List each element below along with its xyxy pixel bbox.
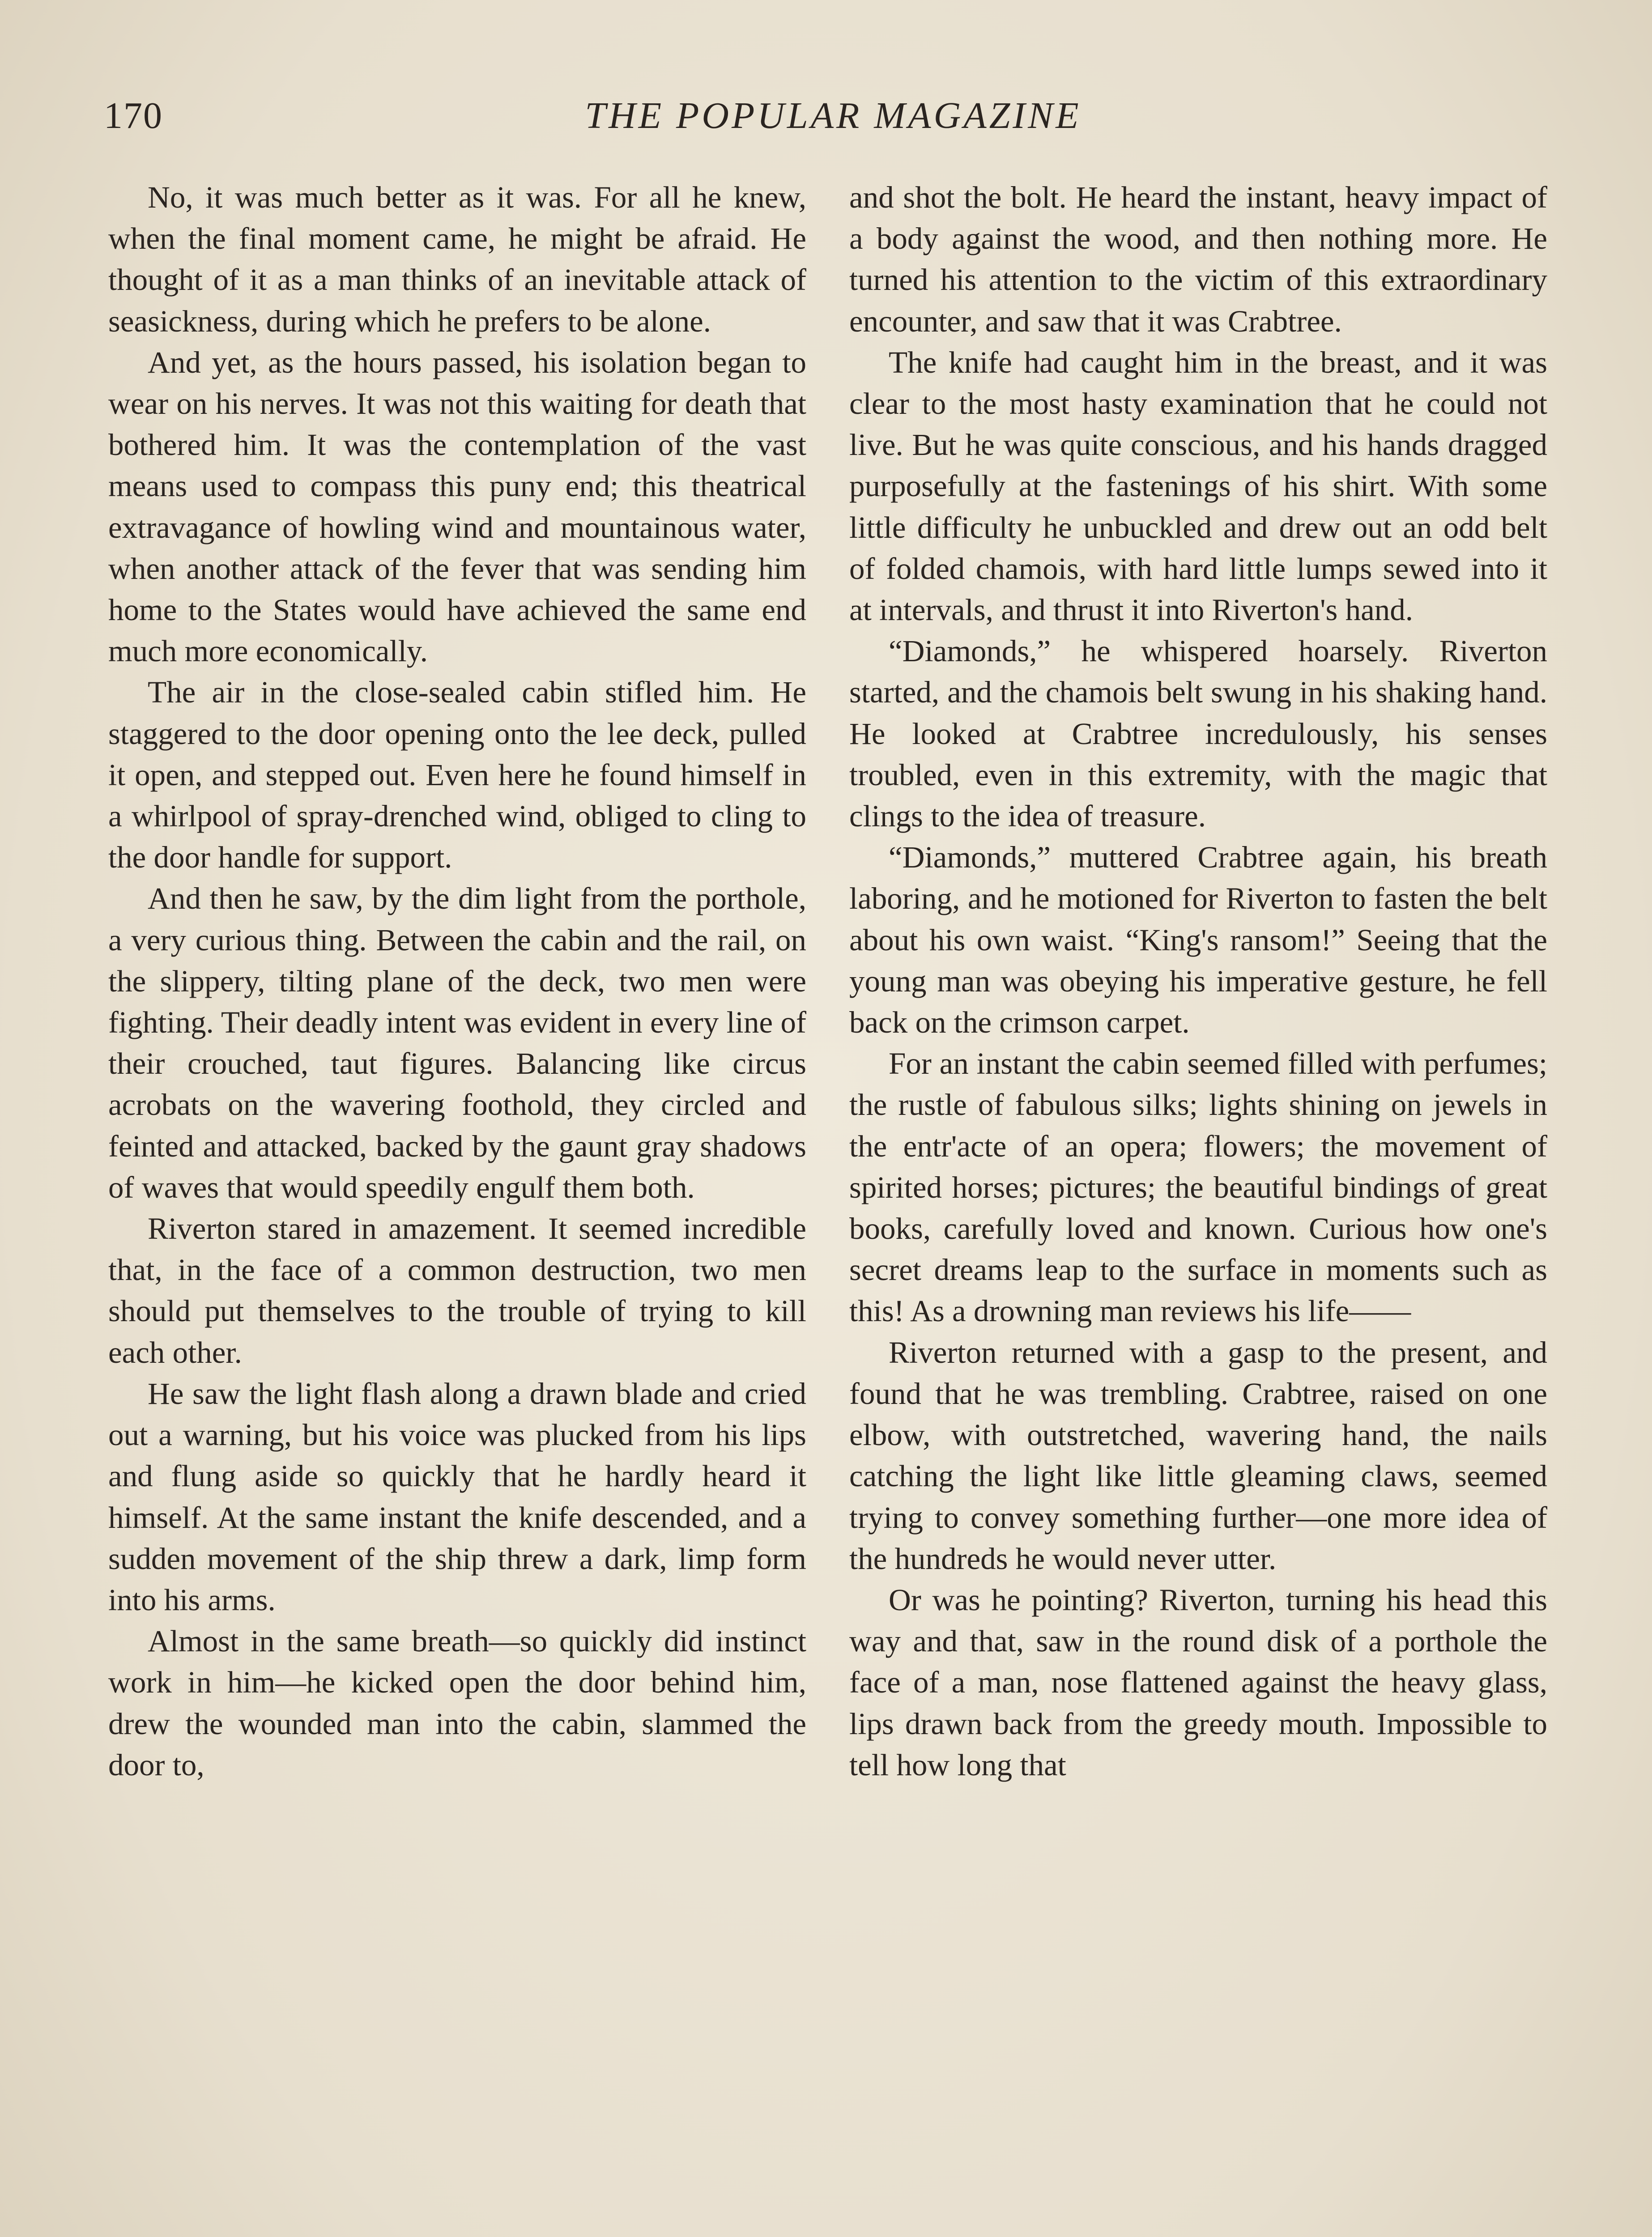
left-column <box>108 177 806 1786</box>
right-column <box>849 177 1547 1786</box>
paragraph: The knife had caught him in the breast, and it was clear to the most hasty examination that he could not live. But he was quite conscious, and his hands dragged purposefully at the fastenings of his shirt. With some little difficulty he unbuckled and drew out an odd belt of folded chamois, with hard little lumps sewed into it at intervals, and thrust it into Riverton's hand. <box>849 345 1547 627</box>
page-number: 170 <box>104 95 163 136</box>
paragraph: And then he saw, by the dim light from the porthole, a very curious thing. Between the cabin and the rail, on the slippery, tilting plane of the deck, two men were fighting. Their deadly intent was evident in every line of their crouched, taut figures. Balancing like circus acrobats on the wavering foothold, they circled and feinted and attacked, backed by the gaunt gray shadows of waves that would speedily engulf them both. <box>108 881 806 1204</box>
paragraph: Almost in the same breath—so quickly did instinct work in him—he kicked open the door behind him, drew the wounded man into the cabin, slammed the door to, <box>108 1624 806 1782</box>
paragraph: The air in the close-sealed cabin stifled him. He staggered to the door opening onto the lee deck, pulled it open, and stepped out. Even here he found himself in a whirlpool of spray-drenched wind, obliged to cling to the door handle for support. <box>108 675 806 875</box>
paragraph: No, it was much better as it was. For all he knew, when the final moment came, he might be afraid. He thought of it as a man thinks of an inevitable attack of seasickness, during which he prefers to be alone. <box>108 180 806 338</box>
paragraph: He saw the light flash along a drawn blade and cried out a warning, but his voice was plucked from his lips and flung aside so quickly that he hardly heard it himself. At the same instant the knife descended, and a sudden movement of the ship threw a dark, limp form into his arms. <box>108 1376 806 1617</box>
page-header <box>104 94 1563 152</box>
paragraph: “Diamonds,” he whispered hoarsely. Riverton started, and the chamois belt swung in his shaking hand. He looked at Crabtree incredulously, his senses troubled, even in this extremity, with the magic that clings to the idea of treasure. <box>849 634 1547 834</box>
paragraph: Riverton stared in amazement. It seemed incredible that, in the face of a common destruction, two men should put themselves to the trouble of trying to kill each other. <box>108 1212 806 1369</box>
paragraph: Riverton returned with a gasp to the present, and found that he was trembling. Crabtree, raised on one elbow, with outstretched, wavering hand, the nails catching the light like little gleaming claws, seemed trying to convey something further—one more idea of the hundreds he would never utter. <box>849 1335 1547 1576</box>
paragraph: “Diamonds,” muttered Crabtree again, his breath laboring, and he motioned for Riverton to fasten the belt about his own waist. “King's ransom!” Seeing that the young man was obeying his imperative gesture, he fell back on the crimson carpet. <box>849 840 1547 1040</box>
paragraph: Or was he pointing? Riverton, turning his head this way and that, saw in the round disk of a porthole the face of a man, nose flattened against the heavy glass, lips drawn back from the greedy mouth. Impossible to tell how long that <box>849 1582 1547 1782</box>
running-title: THE POPULAR MAGAZINE <box>585 95 1081 136</box>
paragraph-continued: and shot the bolt. He heard the instant, heavy impact of a body against the wood, and then nothing more. He turned his attention to the victim of this extraordinary encounter, and saw that it was Crabtree. <box>849 180 1547 338</box>
paragraph: And yet, as the hours passed, his isolation began to wear on his nerves. It was not this waiting for death that bothered him. It was the contemplation of the vast means used to compass this puny end; this theatrical extravagance of howling wind and mountainous water, when another attack of the fever that was sending him home to the States would have achieved the same end much more economically. <box>108 345 806 668</box>
paragraph: For an instant the cabin seemed filled with perfumes; the rustle of fabulous silks; lights shining on jewels in the entr'acte of an opera; flowers; the movement of spirited horses; pictures; the beautiful bindings of great books, carefully loved and known. Curious how one's secret dreams leap to the surface in moments such as this! As a drowning man reviews his life—— <box>849 1046 1547 1328</box>
